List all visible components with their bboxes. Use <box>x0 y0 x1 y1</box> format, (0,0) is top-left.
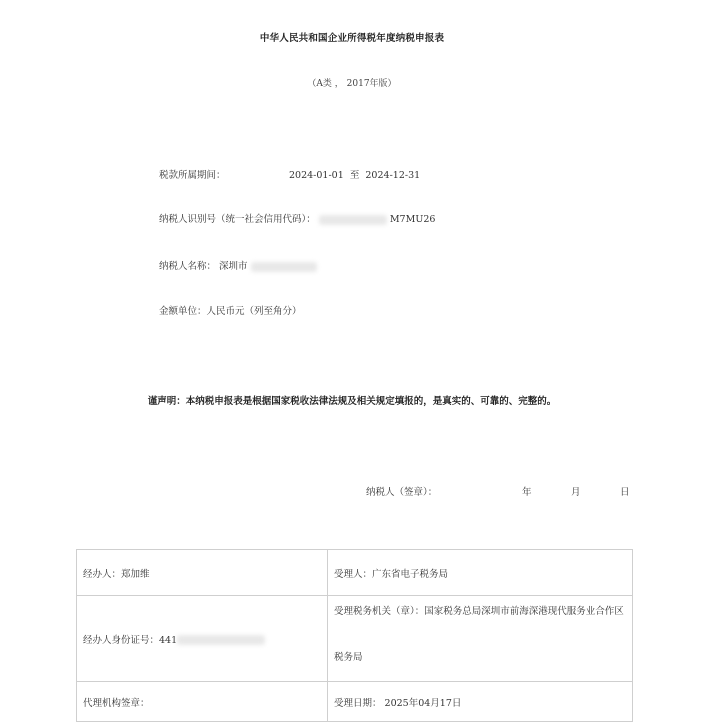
agency-stamp-cell <box>77 682 328 722</box>
taxpayer-name-value: 深圳市 <box>219 261 248 272</box>
receiving-office-label: 受理税务机关（章）：国家税务总局深圳市前海深港现代服务业合作区税务局 <box>334 606 624 663</box>
table-row <box>77 682 633 722</box>
currency-row <box>159 303 302 317</box>
receipt-date-cell <box>328 682 633 722</box>
redacted-mark <box>251 262 317 272</box>
tax-period-start: 2024-01-01 <box>289 170 344 181</box>
tax-period-row <box>159 167 226 181</box>
taxpayer-id-row <box>159 211 435 225</box>
taxpayer-name-row <box>159 258 317 272</box>
form-version: （A类 ， 2017年版） <box>307 79 397 89</box>
acceptance-table <box>76 549 633 722</box>
taxpayer-id-value: M7MU26 <box>389 214 436 225</box>
declaration-statement: 谨声明：本纳税申报表是根据国家税收法律法规及相关规定填报的，是真实的、可靠的、完整的。 <box>147 396 557 407</box>
receipt-date-label: 受理日期： 2025年04月17日 <box>334 697 462 709</box>
tax-period-end: 2024-12-31 <box>365 170 421 181</box>
signature-day: 日 <box>620 487 630 498</box>
currency-value: 人民币元（列至角分） <box>206 306 302 317</box>
tax-period-label: 税款所属期间： <box>159 170 226 181</box>
taxpayer-id-label: 纳税人识别号（统一社会信用代码）： <box>159 214 316 225</box>
redacted-mark <box>319 215 387 225</box>
taxpayer-name-label: 纳税人名称： <box>159 261 217 272</box>
receiver-label: 受理人：广东省电子税务局 <box>334 568 449 580</box>
form-title: 中华人民共和国企业所得税年度纳税申报表 <box>259 33 445 44</box>
tax-period-separator: 至 <box>349 170 360 181</box>
signature-year: 年 <box>522 487 532 498</box>
receiving-office-cell <box>328 596 633 682</box>
tax-period-value <box>289 167 420 181</box>
agent-cell <box>77 550 328 596</box>
currency-label: 金额单位： <box>159 306 207 317</box>
table-row <box>77 596 633 682</box>
agent-id-cell <box>77 596 328 682</box>
signature-label: 纳税人（签章）： <box>366 487 438 498</box>
agency-stamp-label: 代理机构签章： <box>83 697 150 709</box>
agent-id-label: 经办人身份证号：441 <box>83 634 178 646</box>
agent-label: 经办人：郑加维 <box>83 568 150 580</box>
signature-month: 月 <box>571 487 581 498</box>
redacted-mark <box>177 635 265 645</box>
